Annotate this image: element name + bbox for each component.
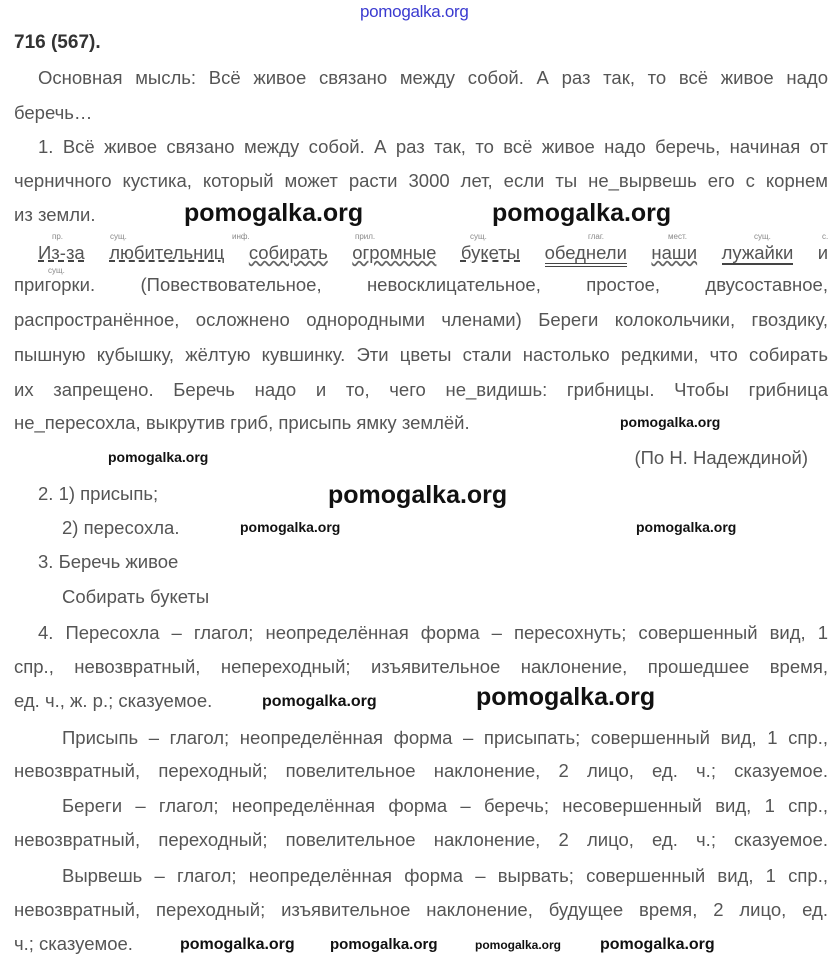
grammar-label: с. [822, 232, 829, 241]
parsed-word: и [817, 242, 829, 263]
grammar-label: сущ. [754, 232, 771, 241]
answer-line: 2. 1) присыпь; [38, 483, 159, 504]
watermark: pomogalka.org [330, 936, 438, 953]
text-line: Основная мысль: Всё живое связано между собой. А раз так, то всё живое надо [38, 67, 828, 88]
answer-line: 3. Беречь живое [38, 551, 179, 572]
watermark: pomogalka.org [636, 519, 737, 535]
watermark: pomogalka.org [262, 693, 377, 710]
watermark: pomogalka.org [476, 683, 656, 711]
site-watermark-top: pomogalka.org [360, 2, 469, 21]
text-line: не_пересохла, выкрутив гриб, присыпь ямку землёй. [14, 412, 470, 433]
watermark: pomogalka.org [108, 449, 209, 465]
answer-line: Береги – глагол; неопределённая форма – беречь; несовершенный вид, 1 спр., [62, 795, 828, 816]
answer-line: 2) пересохла. [62, 517, 180, 538]
answer-line: ед. ч., ж. р.; сказуемое. [14, 690, 213, 711]
answer-line: Собирать букеты [62, 586, 210, 607]
grammar-label: глаг. [588, 232, 605, 241]
grammar-label: мест. [668, 232, 687, 241]
source-attribution: (По Н. Надеждиной) [634, 447, 808, 468]
parsed-word: букеты [460, 242, 521, 263]
watermark: pomogalka.org [184, 199, 364, 227]
answer-line: Вырвешь – глагол; неопределённая форма – вырвать; совершенный вид, 1 спр., [62, 865, 828, 886]
text-line: их запрещено. Беречь надо и то, чего не_видишь: грибницы. Чтобы грибница [14, 379, 828, 400]
grammar-label: прил. [355, 232, 376, 241]
text-line: пышную кубышку, жёлтую кувшинку. Эти цветы стали настолько редкими, что собирать [14, 344, 828, 365]
parsed-word: огромные [352, 242, 437, 263]
watermark: pomogalka.org [492, 199, 672, 227]
parsed-word: собирать [248, 242, 328, 263]
answer-line: невозвратный, переходный; повелительное наклонение, 2 лицо, ед. ч.; сказуемое. [14, 760, 828, 781]
parsed-word: любительниц [109, 242, 225, 263]
grammar-label: сущ. [48, 266, 65, 275]
exercise-number: 716 (567). [14, 32, 101, 53]
grammar-label: инф. [232, 232, 250, 241]
watermark: pomogalka.org [620, 414, 721, 430]
answer-line: Присыпь – глагол; неопределённая форма – присыпать; совершенный вид, 1 спр., [62, 727, 828, 748]
answer-line: ч.; сказуемое. [14, 933, 133, 954]
text-line: беречь… [14, 102, 93, 123]
grammar-label: сущ. [110, 232, 127, 241]
parsed-word: Из-за [38, 242, 85, 263]
text-line: 1. Всё живое связано между собой. А раз так, то всё живое надо беречь, начиная от [38, 136, 828, 157]
text-line: из земли. [14, 204, 96, 225]
watermark: pomogalka.org [475, 938, 562, 952]
parsed-word: обеднели [545, 242, 627, 267]
parsed-word: наши [651, 242, 698, 263]
watermark: pomogalka.org [180, 936, 295, 953]
watermark: pomogalka.org [328, 481, 508, 509]
grammar-label: сущ. [470, 232, 487, 241]
answer-line: невозвратный, переходный; изъявительное наклонение, будущее время, 2 лицо, ед. [14, 899, 828, 920]
answer-line: спр., невозвратный, непереходный; изъявительное наклонение, прошедшее время, [14, 656, 828, 677]
grammar-label: пр. [52, 232, 64, 241]
answer-line: невозвратный, переходный; повелительное наклонение, 2 лицо, ед. ч.; сказуемое. [14, 829, 828, 850]
parsed-sentence-line [38, 242, 828, 264]
answer-line: 4. Пересохла – глагол; неопределённая форма – пересохнуть; совершенный вид, 1 [38, 622, 828, 643]
text-line: распространённое, осложнено однородными членами) Береги колокольчики, гвоздику, [14, 309, 828, 330]
text-line: пригорки. (Повествовательное, невосклицательное, простое, двусоставное, [14, 274, 828, 295]
parsed-word: лужайки [721, 242, 794, 263]
watermark: pomogalka.org [600, 936, 715, 953]
watermark: pomogalka.org [240, 519, 341, 535]
text-line: черничного кустика, который может расти 3000 лет, если ты не_вырвешь его с корнем [14, 170, 828, 191]
